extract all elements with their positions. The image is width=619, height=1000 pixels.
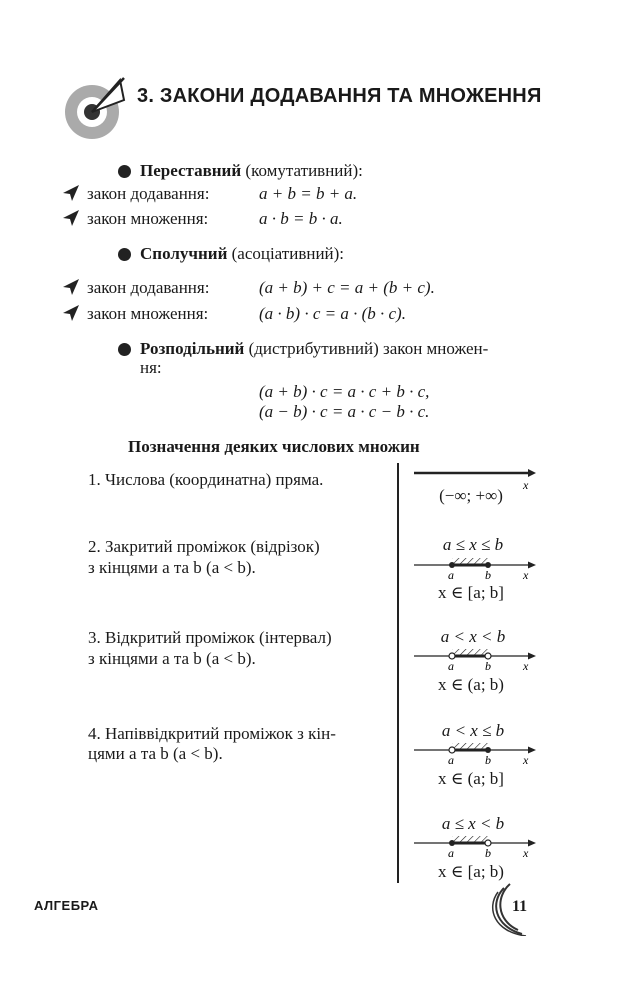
distributive-heading-cont: ня: [140,358,162,377]
commutative-add-label: закон додавання: [87,184,210,203]
axis-b-label: b [485,846,491,860]
number-line-half-open-right [408,830,538,860]
column-divider [397,463,399,883]
set-notation-3: x ∈ (a; b) [438,675,504,694]
set-notation-4b: x ∈ [a; b) [438,862,504,881]
axis-x-label: x [523,568,529,582]
bullet-icon [118,248,131,261]
set-item-2-line1: 2. Закритий проміжок (відрізок) [88,537,320,556]
associative-add-label: закон додавання: [87,278,210,297]
associative-mul-label: закон множення: [87,304,209,323]
associative-mul-formula: (a · b) · c = a · (b · c). [259,304,406,323]
heading-rest: (асоціативний): [227,244,345,263]
arrow-pointer-icon [62,209,80,227]
axis-x-label: x [523,846,529,860]
axis-b-label: b [485,659,491,673]
arrow-pointer-icon [62,304,80,322]
axis-a-label: a [448,846,454,860]
page-title: 3. ЗАКОНИ ДОДАВАННЯ ТА МНОЖЕННЯ [137,85,542,107]
distributive-formula-2: (a − b) · c = a · c − b · c. [259,402,430,421]
set-range-1: (−∞; +∞) [439,486,503,505]
sets-heading: Позначення деяких числових множин [128,437,420,456]
heading-rest: (комутативний): [241,161,363,180]
heading-bold: Розподільний [140,339,245,358]
heading-rest: (дистрибутивний) закон множен- [244,339,489,358]
arrow-pointer-icon [62,278,80,296]
set-ineq-2: a ≤ x ≤ b [442,535,504,554]
set-item-3-line1: 3. Відкритий проміжок (інтервал) [88,628,332,647]
number-line-half-open-left [408,737,538,767]
set-item-4-line1: 4. Напіввідкритий проміжок з кін- [88,724,336,743]
set-item-3-line2: з кінцями a та b (a < b). [88,649,256,668]
bullet-icon [118,343,131,356]
page-number: 11 [512,898,528,915]
axis-b-label: b [485,568,491,582]
axis-a-label: a [448,659,454,673]
heading-bold: Переставний [140,161,242,180]
bullet-icon [118,165,131,178]
footer-section: АЛГЕБРА [34,898,99,913]
set-item-1: 1. Числова (координатна) пряма. [88,470,324,489]
arrow-pointer-icon [62,184,80,202]
axis-x-label: x [523,659,529,673]
set-notation-4a: x ∈ (a; b] [438,769,504,788]
distributive-formula-1: (a + b) · c = a · c + b · c, [259,382,430,401]
target-arrow-icon [62,70,132,150]
axis-x-label: x [523,753,529,767]
axis-a-label: a [448,753,454,767]
associative-add-formula: (a + b) + c = a + (b + c). [259,278,435,297]
set-ineq-3: a < x < b [440,627,506,646]
commutative-mul-label: закон множення: [87,209,209,228]
set-ineq-4a: a < x ≤ b [441,721,505,740]
axis-b-label: b [485,753,491,767]
distributive-heading [140,338,488,360]
set-ineq-4b: a ≤ x < b [441,814,505,833]
number-line-open [408,643,538,673]
number-line-closed [408,552,538,582]
associative-heading [140,243,344,265]
axis-x-label: x [523,478,529,491]
set-notation-2: x ∈ [a; b] [438,583,504,602]
commutative-heading [140,160,363,182]
heading-bold: Сполучний [140,244,228,263]
commutative-add-formula: a + b = b + a. [259,184,358,203]
set-item-4-line2: цями a та b (a < b). [88,744,223,763]
set-item-2-line2: з кінцями a та b (a < b). [88,558,256,577]
commutative-mul-formula: a · b = b · a. [259,209,343,228]
axis-a-label: a [448,568,454,582]
